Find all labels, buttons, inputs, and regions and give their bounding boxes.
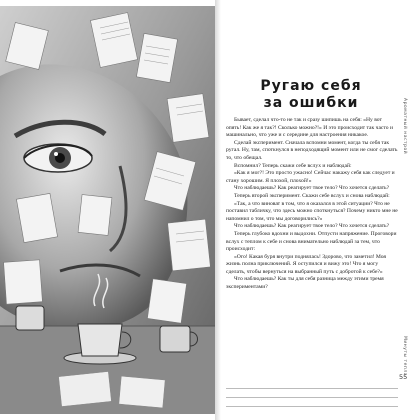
paragraph: Вспомнил? Теперь скажи себе вслух и наблюдай:: [234, 162, 352, 169]
side-caption-bottom: Минуты тепла: [402, 336, 407, 376]
right-page: [221, 0, 420, 420]
notes-lines: [226, 380, 398, 407]
paragraph: Что наблюдаешь? Как ты для себя разница между этими тремя экспериментами?: [226, 276, 384, 291]
paragraph: «Ого! Какая буря внутри поднялась! Здорово, что заметил! Моя жизнь полна приключений. Я оступился и вижу это! Что я могу сделать, чтобы вернуться на выбранный путь с добротой к себе?»: [226, 253, 386, 275]
note-line: [226, 398, 398, 407]
chapter-body: [226, 117, 398, 292]
paragraph: «Так, а что виноват в том, что я оказался в этой ситуации? Что не поставил табличку, что здесь можно споткнуться? Почему никто мне не напомнил о том, что мы договорились?»: [226, 200, 398, 222]
paragraph: Что наблюдаешь? Как реагирует твое тело? Что хочется сделать?: [234, 185, 390, 192]
side-caption-top: Ароматный настрой: [402, 98, 407, 155]
collage-drawing: [0, 6, 215, 414]
paragraph: «Как я мог?! Это просто ужасно! Сейчас накажу себя как следует и стану хорошим. Я плохой, плохой!»: [226, 170, 395, 184]
title-line-1: Ругаю себя: [260, 78, 362, 94]
paragraph: Теперь глубоко вдохни и выдохни. Отпусти напряжение. Проговори вслух с теплом к себе и снова внимательно наблюдай за тем, что происходит:: [226, 230, 397, 253]
page-number: 55: [399, 373, 408, 381]
illustration-face-collage: [0, 6, 215, 414]
note-line: [226, 380, 398, 389]
note-line: [226, 389, 398, 398]
paragraph: Сделай эксперимент. Сначала вспомни момент, когда ты себя так ругал. Ну, там, споткнулся в неподходящий момент или не смог сделать то, что обещал.: [226, 139, 398, 161]
paragraph: Теперь второй эксперимент. Скажи себе вслух и снова наблюдай:: [234, 192, 390, 199]
paragraph: Бывает, сделал что-то не так и сразу шипишь на себя: «Ну вот опять! Как же я так?! Сколько можно?!» И это происходит так часто и машинально, что уже и с середине для настроения никакое.: [226, 117, 393, 139]
chapter-title: [221, 78, 401, 112]
title-line-2: за ошибки: [263, 95, 359, 111]
paragraph: Что наблюдаешь? Как реагирует твое тело? Что хочется сделать?: [234, 223, 390, 230]
